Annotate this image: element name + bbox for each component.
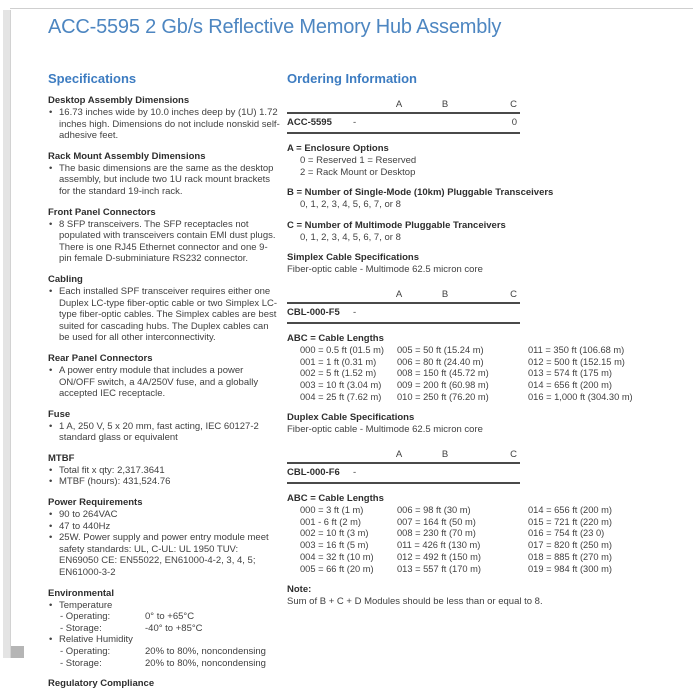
spec-bullet: • 47 to 440Hz — [59, 521, 280, 533]
cable-length: 001 = 1 ft (0.31 m) — [300, 356, 377, 367]
cable-length: 010 = 250 ft (76.20 m) — [397, 391, 489, 402]
environmental-temperature-label — [48, 600, 280, 612]
simplex-cable-lengths — [300, 345, 677, 404]
table-row — [287, 304, 520, 324]
simplex-cable-description: Fiber-optic cable - Multimode 62.5 micron core — [287, 264, 483, 276]
part-dash: - — [353, 467, 357, 479]
cable-length: 018 = 885 ft (270 m) — [528, 551, 612, 562]
spec-list-desktop-dimensions — [48, 107, 280, 142]
spec-heading-desktop-dimensions: Desktop Assembly Dimensions — [48, 95, 190, 106]
env-row-label: - Operating: — [60, 611, 111, 623]
cable-length: 001 - 6 ft (2 m) — [300, 516, 361, 527]
part-number-table — [287, 99, 520, 134]
env-row-label: - Operating: — [60, 646, 111, 657]
spec-bullet: • 8 SFP transceivers. The SFP receptacles not populated with transceivers contain EMI dust plugs. There is one RJ45 Ethernet connector and one 9-pin female D-subminiature RS232 connector. — [59, 219, 280, 265]
spec-heading-environmental: Environmental — [48, 587, 114, 599]
cable-length: 003 = 10 ft (3.04 m) — [300, 380, 382, 391]
duplex-cable-description: Fiber-optic cable - Multimode 62.5 micron core — [287, 424, 483, 436]
cable-length: 000 = 3 ft (1 m) — [300, 505, 364, 516]
spec-bullet: • 25W. Power supply and power entry module meet safety standards: UL, C-UL: UL 1950 TUV: EN69050 CE: EN55022, EN61000-4-2, 3, 4, 5; EN61000-3-2 — [59, 532, 280, 578]
simplex-part-table — [287, 289, 520, 324]
lengths-column — [397, 505, 528, 575]
specifications-column — [48, 71, 280, 690]
cable-length: 012 = 500 ft (152.15 m) — [528, 356, 625, 367]
spec-list-mtbf — [48, 465, 280, 488]
cable-length: 002 = 5 ft (1.52 m) — [300, 368, 377, 379]
env-row-value: 20% to 80%, noncondensing — [145, 646, 266, 657]
enclosure-options-heading: A = Enclosure Options — [287, 143, 389, 154]
table-header-row — [287, 449, 520, 464]
duplex-part-table — [287, 449, 520, 484]
cable-length: 005 = 66 ft (20 m) — [300, 563, 374, 574]
part-number: CBL-000-F6 — [287, 467, 340, 479]
spec-heading-fuse: Fuse — [48, 408, 71, 420]
spec-heading-rack-mount-dimensions: Rack Mount Assembly Dimensions — [48, 150, 206, 162]
lengths-column — [397, 345, 528, 404]
cable-length: 012 = 492 ft (150 m) — [397, 551, 481, 562]
spec-heading-regulatory-compliance: Regulatory Compliance — [48, 678, 155, 690]
env-row-label: - Storage: — [60, 622, 102, 634]
part-number: ACC-5595 — [287, 117, 332, 128]
cable-length: 013 = 574 ft (175 m) — [528, 368, 612, 379]
env-row-value: 0° to +65°C — [145, 611, 195, 623]
column-header-b: B — [441, 288, 449, 300]
enclosure-option-line: 2 = Rack Mount or Desktop — [300, 166, 416, 178]
part-c-value: 0 — [511, 117, 517, 128]
spec-list-rear-panel-connectors — [48, 365, 280, 400]
multimode-values: 0, 1, 2, 3, 4, 5, 6, 7, or 8 — [300, 231, 401, 243]
part-dash: - — [353, 306, 357, 318]
cable-length: 004 = 25 ft (7.62 m) — [300, 391, 382, 402]
env-row-value: -40° to +85°C — [145, 622, 203, 634]
spec-list-front-panel-connectors — [48, 219, 280, 265]
column-header-c: C — [510, 449, 517, 461]
table-header-row — [287, 289, 520, 304]
page-corner-tab — [11, 646, 24, 658]
spec-heading-cabling: Cabling — [48, 273, 83, 285]
env-row-humidity-storage — [60, 658, 280, 670]
spec-bullet: • 90 to 264VAC — [59, 509, 280, 521]
column-header-a: A — [395, 288, 403, 300]
spec-list-cabling — [48, 286, 280, 344]
cable-length: 006 = 98 ft (30 m) — [397, 505, 471, 516]
spec-heading-power-requirements: Power Requirements — [48, 497, 143, 509]
spec-bullet: • Temperature — [59, 600, 280, 612]
ordering-column — [287, 71, 677, 607]
simplex-cable-heading: Simplex Cable Specifications — [287, 252, 419, 264]
env-row-value: 20% to 80%, noncondensing — [145, 657, 266, 669]
cable-length: 002 = 10 ft (3 m) — [300, 528, 369, 539]
spec-heading-mtbf: MTBF — [48, 452, 75, 464]
cable-length: 019 = 984 ft (300 m) — [528, 563, 612, 574]
spec-bullet: • 16.73 inches wide by 10.0 inches deep by (1U) 1.72 inches high. Dimensions do not include nonskid self-adhesive feet. — [59, 107, 280, 142]
spec-bullet: • A power entry module that includes a power ON/OFF switch, a 4A/250V fuse, and a globally accepted IEC receptacle. — [59, 365, 280, 400]
spec-list-power-requirements — [48, 509, 280, 579]
part-number: CBL-000-F5 — [287, 306, 340, 318]
env-row-humidity-operating — [60, 646, 280, 658]
lengths-column — [300, 505, 397, 575]
multimode-heading: C = Number of Multimode Pluggable Tranceivers — [287, 219, 506, 231]
column-header-b: B — [441, 449, 449, 461]
page-top-rule — [10, 8, 693, 9]
cable-length: 014 = 656 ft (200 m) — [528, 380, 612, 391]
cable-length: 007 = 164 ft (50 m) — [397, 516, 476, 527]
lengths-column — [300, 345, 397, 404]
cable-length: 015 = 721 ft (220 m) — [528, 516, 612, 527]
spec-bullet: • MTBF (hours): 431,524.76 — [59, 476, 280, 488]
note-heading: Note: — [287, 584, 312, 596]
spec-bullet: • Each installed SPF transceiver requires either one Duplex LC-type fiber-optic cable or two Simplex LC-type fiber-optic cables. The Simplex cables are best suited for cascading hubs. The Duplex cables can be used for all other interconnectivity. — [59, 286, 280, 344]
environmental-humidity-label — [48, 634, 280, 646]
spec-bullet: • 1 A, 250 V, 5 x 20 mm, fast acting, IEC 60127-2 standard glass or equivalent — [59, 421, 280, 444]
page-left-edge — [3, 10, 11, 658]
duplex-cable-heading: Duplex Cable Specifications — [287, 412, 415, 424]
env-row-temp-operating — [60, 611, 280, 623]
cable-length: 008 = 230 ft (70 m) — [397, 528, 476, 539]
specifications-heading: Specifications — [48, 71, 137, 86]
duplex-cable-lengths — [300, 505, 677, 575]
cable-length: 003 = 16 ft (5 m) — [300, 540, 369, 551]
cable-length: 000 = 0.5 ft (01.5 m) — [300, 344, 384, 355]
cable-length: 011 = 350 ft (106.68 m) — [528, 344, 625, 355]
cable-length: 005 = 50 ft (15.24 m) — [397, 344, 484, 355]
part-dash: - — [353, 117, 357, 128]
table-row — [287, 114, 520, 134]
column-header-b: B — [441, 99, 449, 110]
ordering-heading: Ordering Information — [287, 71, 417, 86]
env-row-temp-storage — [60, 623, 280, 635]
enclosure-option-line: 0 = Reserved 1 = Reserved — [300, 155, 417, 166]
table-row — [287, 464, 520, 484]
cable-length: 009 = 200 ft (60.98 m) — [397, 380, 489, 391]
cable-length: 014 = 656 ft (200 m) — [528, 505, 612, 516]
single-mode-heading: B = Number of Single-Mode (10km) Pluggable Transceivers — [287, 187, 554, 199]
spec-bullet: • Total fit x qty: 2,317.3641 — [59, 465, 280, 477]
duplex-lengths-heading: ABC = Cable Lengths — [287, 493, 384, 505]
cable-length: 013 = 557 ft (170 m) — [397, 563, 481, 574]
simplex-lengths-heading: ABC = Cable Lengths — [287, 332, 384, 344]
column-header-c: C — [510, 99, 517, 110]
single-mode-values: 0, 1, 2, 3, 4, 5, 6, 7, or 8 — [300, 199, 401, 211]
cable-length: 011 = 426 ft (130 m) — [397, 540, 481, 551]
spec-list-fuse — [48, 421, 280, 444]
cable-length: 016 = 754 ft (23 0) — [528, 528, 605, 539]
spec-heading-front-panel-connectors: Front Panel Connectors — [48, 206, 156, 218]
spec-list-rack-mount-dimensions — [48, 163, 280, 198]
table-header-row — [287, 99, 520, 114]
note-text: Sum of B + C + D Modules should be less than or equal to 8. — [287, 595, 543, 607]
page-title: ACC-5595 2 Gb/s Reflective Memory Hub Assembly — [48, 16, 502, 38]
cable-length: 006 = 80 ft (24.40 m) — [397, 356, 484, 367]
column-header-a: A — [395, 449, 403, 461]
lengths-column — [528, 345, 677, 404]
cable-length: 004 = 32 ft (10 m) — [300, 551, 374, 562]
cable-length: 016 = 1,000 ft (304.30 m) — [528, 391, 633, 402]
cable-length: 008 = 150 ft (45.72 m) — [397, 368, 489, 379]
spec-heading-rear-panel-connectors: Rear Panel Connectors — [48, 352, 153, 364]
lengths-column — [528, 505, 677, 575]
cable-length: 017 = 820 ft (250 m) — [528, 540, 612, 551]
env-row-label: - Storage: — [60, 657, 102, 669]
column-header-a: A — [395, 99, 403, 110]
column-header-c: C — [510, 288, 517, 300]
spec-bullet: • The basic dimensions are the same as the desktop assembly, but include two 1U rack mount brackets for the standard 19-inch rack. — [59, 163, 280, 198]
spec-bullet: • Relative Humidity — [59, 634, 280, 646]
